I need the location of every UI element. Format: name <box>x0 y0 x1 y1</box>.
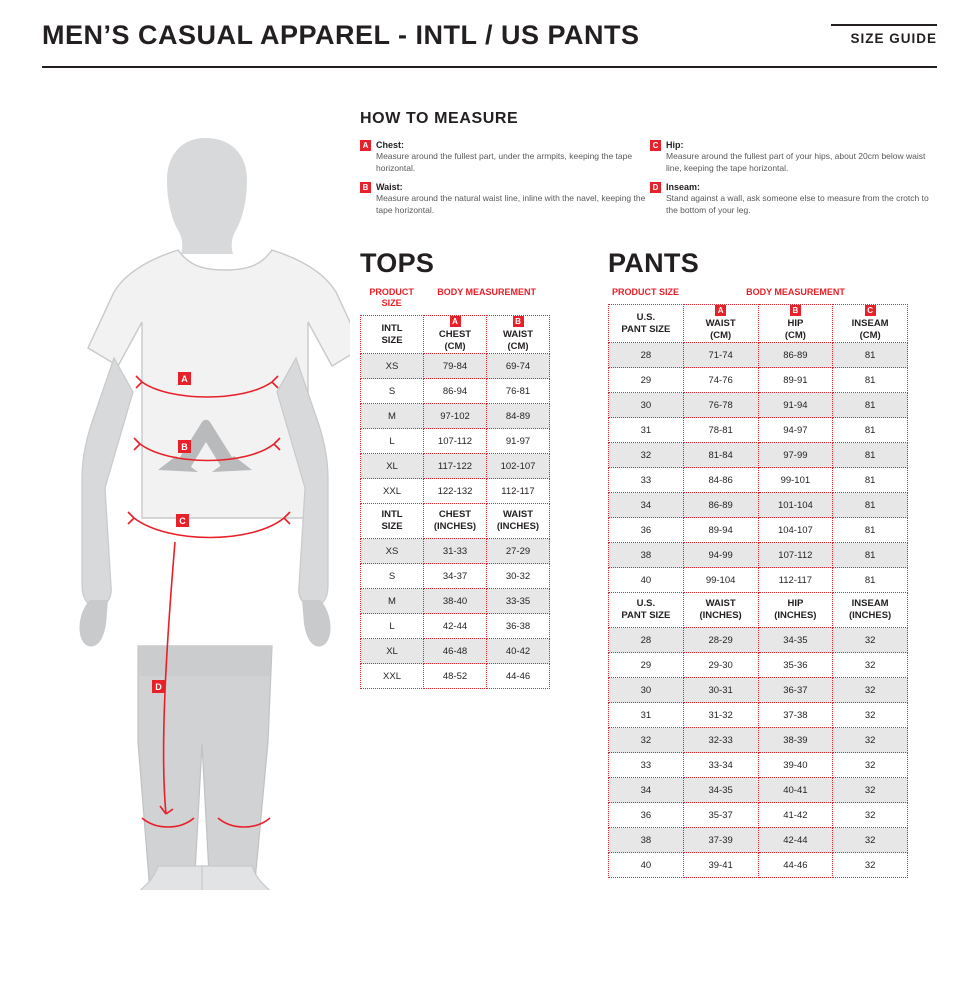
cell-inseam: 32 <box>833 753 908 778</box>
cell-inseam: 81 <box>833 543 908 568</box>
cell-hip: 39-40 <box>758 753 833 778</box>
cell-inseam: 81 <box>833 518 908 543</box>
table-row <box>361 589 550 614</box>
table-row <box>609 418 908 443</box>
cell-inseam: 81 <box>833 443 908 468</box>
table-row <box>609 803 908 828</box>
table-row <box>609 828 908 853</box>
cell-hip: 35-36 <box>758 653 833 678</box>
cell-waist: 99-104 <box>683 568 758 593</box>
cell-chest: 42-44 <box>424 614 487 639</box>
cell-chest: 86-94 <box>424 379 487 404</box>
cell-size: 29 <box>609 653 684 678</box>
table-row <box>609 568 908 593</box>
cell-hip: 44-46 <box>758 853 833 878</box>
cell-waist: 86-89 <box>683 493 758 518</box>
cell-hip: 34-35 <box>758 628 833 653</box>
cell-chest: 38-40 <box>424 589 487 614</box>
svg-text:B: B <box>181 442 188 452</box>
table-row <box>609 443 908 468</box>
pants-in-header-hip: HIP (INCHES) <box>758 593 833 628</box>
cell-waist: 37-39 <box>683 828 758 853</box>
mannequin-illustration <box>60 130 350 890</box>
cell-chest: 117-122 <box>424 454 487 479</box>
marker-c-icon: C <box>650 140 661 151</box>
cell-size: 38 <box>609 828 684 853</box>
cell-size: 28 <box>609 343 684 368</box>
table-row <box>609 653 908 678</box>
marker-b-icon: B <box>360 182 371 193</box>
cell-inseam: 81 <box>833 568 908 593</box>
svg-text:D: D <box>155 682 162 692</box>
cell-hip: 107-112 <box>758 543 833 568</box>
svg-text:C: C <box>179 516 186 526</box>
cell-waist: 84-86 <box>683 468 758 493</box>
marker-a-icon: A <box>715 305 726 316</box>
pants-group-headers <box>608 287 908 298</box>
cell-hip: 38-39 <box>758 728 833 753</box>
tops-group-product-size: PRODUCT SIZE <box>369 287 414 308</box>
cell-waist: 28-29 <box>683 628 758 653</box>
cell-inseam: 81 <box>833 393 908 418</box>
cell-chest: 122-132 <box>424 479 487 504</box>
cell-waist: 30-31 <box>683 678 758 703</box>
cell-size: 36 <box>609 518 684 543</box>
table-row <box>609 368 908 393</box>
cell-inseam: 32 <box>833 628 908 653</box>
measure-text: Measure around the natural waist line, inline with the navel, keeping the tape horizontal. <box>376 193 646 215</box>
badge-rule <box>831 24 937 26</box>
how-to-measure-item <box>360 181 650 216</box>
cell-waist: 40-42 <box>487 639 550 664</box>
cell-size: 31 <box>609 703 684 728</box>
cell-waist: 34-35 <box>683 778 758 803</box>
tops-inches-header-row <box>361 504 550 539</box>
cell-size: XXL <box>361 479 424 504</box>
cell-waist: 29-30 <box>683 653 758 678</box>
cell-waist: 71-74 <box>683 343 758 368</box>
cell-size: 40 <box>609 853 684 878</box>
cell-hip: 112-117 <box>758 568 833 593</box>
cell-waist: 81-84 <box>683 443 758 468</box>
how-to-measure-column-left <box>360 139 650 223</box>
cell-size: 34 <box>609 778 684 803</box>
cell-hip: 42-44 <box>758 828 833 853</box>
marker-b-icon: B <box>790 305 801 316</box>
table-row <box>609 678 908 703</box>
cell-size: S <box>361 379 424 404</box>
cell-size: 36 <box>609 803 684 828</box>
cell-waist: 102-107 <box>487 454 550 479</box>
cell-hip: 41-42 <box>758 803 833 828</box>
pants-in-header-inseam: INSEAM (INCHES) <box>833 593 908 628</box>
cell-chest: 97-102 <box>424 404 487 429</box>
cell-waist: 36-38 <box>487 614 550 639</box>
cell-waist: 78-81 <box>683 418 758 443</box>
how-to-measure-section <box>360 110 940 223</box>
cell-chest: 31-33 <box>424 539 487 564</box>
cell-size: L <box>361 614 424 639</box>
tops-cm-header-row <box>361 316 550 354</box>
page-header <box>0 0 979 70</box>
table-row <box>361 429 550 454</box>
table-row <box>609 468 908 493</box>
header-divider <box>42 66 937 68</box>
tops-cm-header-chest: A CHEST (CM) <box>424 316 487 354</box>
cell-waist: 33-35 <box>487 589 550 614</box>
cell-waist: 30-32 <box>487 564 550 589</box>
table-row <box>609 628 908 653</box>
pants-in-header-waist: WAIST (INCHES) <box>683 593 758 628</box>
pants-table <box>608 304 908 878</box>
cell-size: 38 <box>609 543 684 568</box>
pants-group-body-measurement: BODY MEASUREMENT <box>746 287 845 297</box>
tops-in-header-waist: WAIST (INCHES) <box>487 504 550 539</box>
pants-cm-header-waist: A WAIST (CM) <box>683 305 758 343</box>
pants-inches-header-row <box>609 593 908 628</box>
table-row <box>609 393 908 418</box>
cell-size: 33 <box>609 753 684 778</box>
cell-size: XXL <box>361 664 424 689</box>
cell-waist: 33-34 <box>683 753 758 778</box>
cell-inseam: 32 <box>833 703 908 728</box>
measure-text: Stand against a wall, ask someone else to measure from the crotch to the bottom of your leg. <box>666 193 929 215</box>
cell-inseam: 81 <box>833 343 908 368</box>
cell-size: 40 <box>609 568 684 593</box>
table-row <box>361 539 550 564</box>
cell-chest: 48-52 <box>424 664 487 689</box>
marker-c-icon: C <box>865 305 876 316</box>
marker-d-icon: D <box>650 182 661 193</box>
table-row <box>361 404 550 429</box>
tops-cm-header-size: INTL SIZE <box>361 316 424 354</box>
table-row <box>361 379 550 404</box>
table-row <box>361 564 550 589</box>
cell-size: 31 <box>609 418 684 443</box>
cell-inseam: 81 <box>833 368 908 393</box>
cell-inseam: 81 <box>833 493 908 518</box>
cell-size: 32 <box>609 728 684 753</box>
table-row <box>361 479 550 504</box>
cell-waist: 76-81 <box>487 379 550 404</box>
cell-hip: 104-107 <box>758 518 833 543</box>
table-row <box>609 518 908 543</box>
tops-in-header-size: INTL SIZE <box>361 504 424 539</box>
cell-size: M <box>361 404 424 429</box>
table-row <box>361 354 550 379</box>
page-title: MEN’S CASUAL APPAREL - INTL / US PANTS <box>42 20 640 50</box>
cell-chest: 79-84 <box>424 354 487 379</box>
cell-hip: 40-41 <box>758 778 833 803</box>
cell-inseam: 32 <box>833 653 908 678</box>
cell-chest: 46-48 <box>424 639 487 664</box>
table-row <box>609 853 908 878</box>
cell-size: 32 <box>609 443 684 468</box>
measure-label: Inseam: <box>666 182 701 192</box>
tops-group-headers <box>360 287 550 309</box>
table-row <box>609 703 908 728</box>
pants-section <box>608 248 908 878</box>
table-row <box>361 614 550 639</box>
cell-hip: 36-37 <box>758 678 833 703</box>
cell-size: XS <box>361 354 424 379</box>
cell-hip: 94-97 <box>758 418 833 443</box>
cell-size: 29 <box>609 368 684 393</box>
cell-waist: 91-97 <box>487 429 550 454</box>
table-row <box>361 664 550 689</box>
tops-title: TOPS <box>360 248 435 278</box>
measure-text: Measure around the fullest part, under the armpits, keeping the tape horizontal. <box>376 151 633 173</box>
cell-size: XL <box>361 454 424 479</box>
cell-waist: 39-41 <box>683 853 758 878</box>
tops-in-header-chest: CHEST (INCHES) <box>424 504 487 539</box>
cell-inseam: 81 <box>833 418 908 443</box>
cell-chest: 107-112 <box>424 429 487 454</box>
cell-size: 30 <box>609 678 684 703</box>
pants-cm-header-inseam: C INSEAM (CM) <box>833 305 908 343</box>
how-to-measure-column-right <box>650 139 940 223</box>
measure-label: Chest: <box>376 140 405 150</box>
table-row <box>609 753 908 778</box>
cell-waist: 35-37 <box>683 803 758 828</box>
table-row <box>609 728 908 753</box>
cell-hip: 86-89 <box>758 343 833 368</box>
cell-inseam: 81 <box>833 468 908 493</box>
cell-size: 34 <box>609 493 684 518</box>
svg-text:A: A <box>181 374 188 384</box>
cell-size: M <box>361 589 424 614</box>
cell-hip: 101-104 <box>758 493 833 518</box>
tops-section <box>360 248 550 689</box>
cell-size: 33 <box>609 468 684 493</box>
pants-cm-header-size: U.S. PANT SIZE <box>609 305 684 343</box>
pants-in-header-size: U.S. PANT SIZE <box>609 593 684 628</box>
cell-inseam: 32 <box>833 778 908 803</box>
pants-cm-header-row <box>609 305 908 343</box>
how-to-measure-item <box>650 181 940 216</box>
marker-a-icon: A <box>450 316 461 327</box>
cell-waist: 112-117 <box>487 479 550 504</box>
cell-inseam: 32 <box>833 803 908 828</box>
cell-waist: 74-76 <box>683 368 758 393</box>
table-row <box>609 493 908 518</box>
cell-waist: 94-99 <box>683 543 758 568</box>
cell-waist: 32-33 <box>683 728 758 753</box>
cell-inseam: 32 <box>833 853 908 878</box>
how-to-measure-item <box>650 139 940 174</box>
tops-group-body-measurement: BODY MEASUREMENT <box>437 287 537 297</box>
table-row <box>361 639 550 664</box>
marker-a-icon: A <box>360 140 371 151</box>
table-row <box>609 343 908 368</box>
cell-waist: 89-94 <box>683 518 758 543</box>
cell-waist: 27-29 <box>487 539 550 564</box>
tops-table <box>360 315 550 689</box>
how-to-measure-item <box>360 139 650 174</box>
pants-title: PANTS <box>608 248 700 278</box>
tops-cm-header-waist: B WAIST (CM) <box>487 316 550 354</box>
cell-size: XL <box>361 639 424 664</box>
cell-size: XS <box>361 539 424 564</box>
measure-label: Hip: <box>666 140 684 150</box>
measure-text: Measure around the fullest part of your hips, about 20cm below waist line, keeping the tape horizontal. <box>666 151 926 173</box>
pants-cm-header-hip: B HIP (CM) <box>758 305 833 343</box>
cell-waist: 76-78 <box>683 393 758 418</box>
table-row <box>361 454 550 479</box>
cell-waist: 84-89 <box>487 404 550 429</box>
cell-inseam: 32 <box>833 828 908 853</box>
measure-label: Waist: <box>376 182 403 192</box>
table-row <box>609 543 908 568</box>
cell-size: 30 <box>609 393 684 418</box>
cell-hip: 97-99 <box>758 443 833 468</box>
how-to-measure-title: HOW TO MEASURE <box>360 110 519 127</box>
cell-inseam: 32 <box>833 678 908 703</box>
cell-size: 28 <box>609 628 684 653</box>
marker-b-icon: B <box>513 316 524 327</box>
cell-waist: 44-46 <box>487 664 550 689</box>
table-row <box>609 778 908 803</box>
pants-group-product-size: PRODUCT SIZE <box>611 287 679 297</box>
cell-hip: 99-101 <box>758 468 833 493</box>
cell-waist: 31-32 <box>683 703 758 728</box>
size-guide-badge: SIZE GUIDE <box>850 31 937 46</box>
cell-hip: 37-38 <box>758 703 833 728</box>
cell-hip: 91-94 <box>758 393 833 418</box>
cell-size: S <box>361 564 424 589</box>
cell-chest: 34-37 <box>424 564 487 589</box>
cell-size: L <box>361 429 424 454</box>
cell-waist: 69-74 <box>487 354 550 379</box>
cell-hip: 89-91 <box>758 368 833 393</box>
cell-inseam: 32 <box>833 728 908 753</box>
